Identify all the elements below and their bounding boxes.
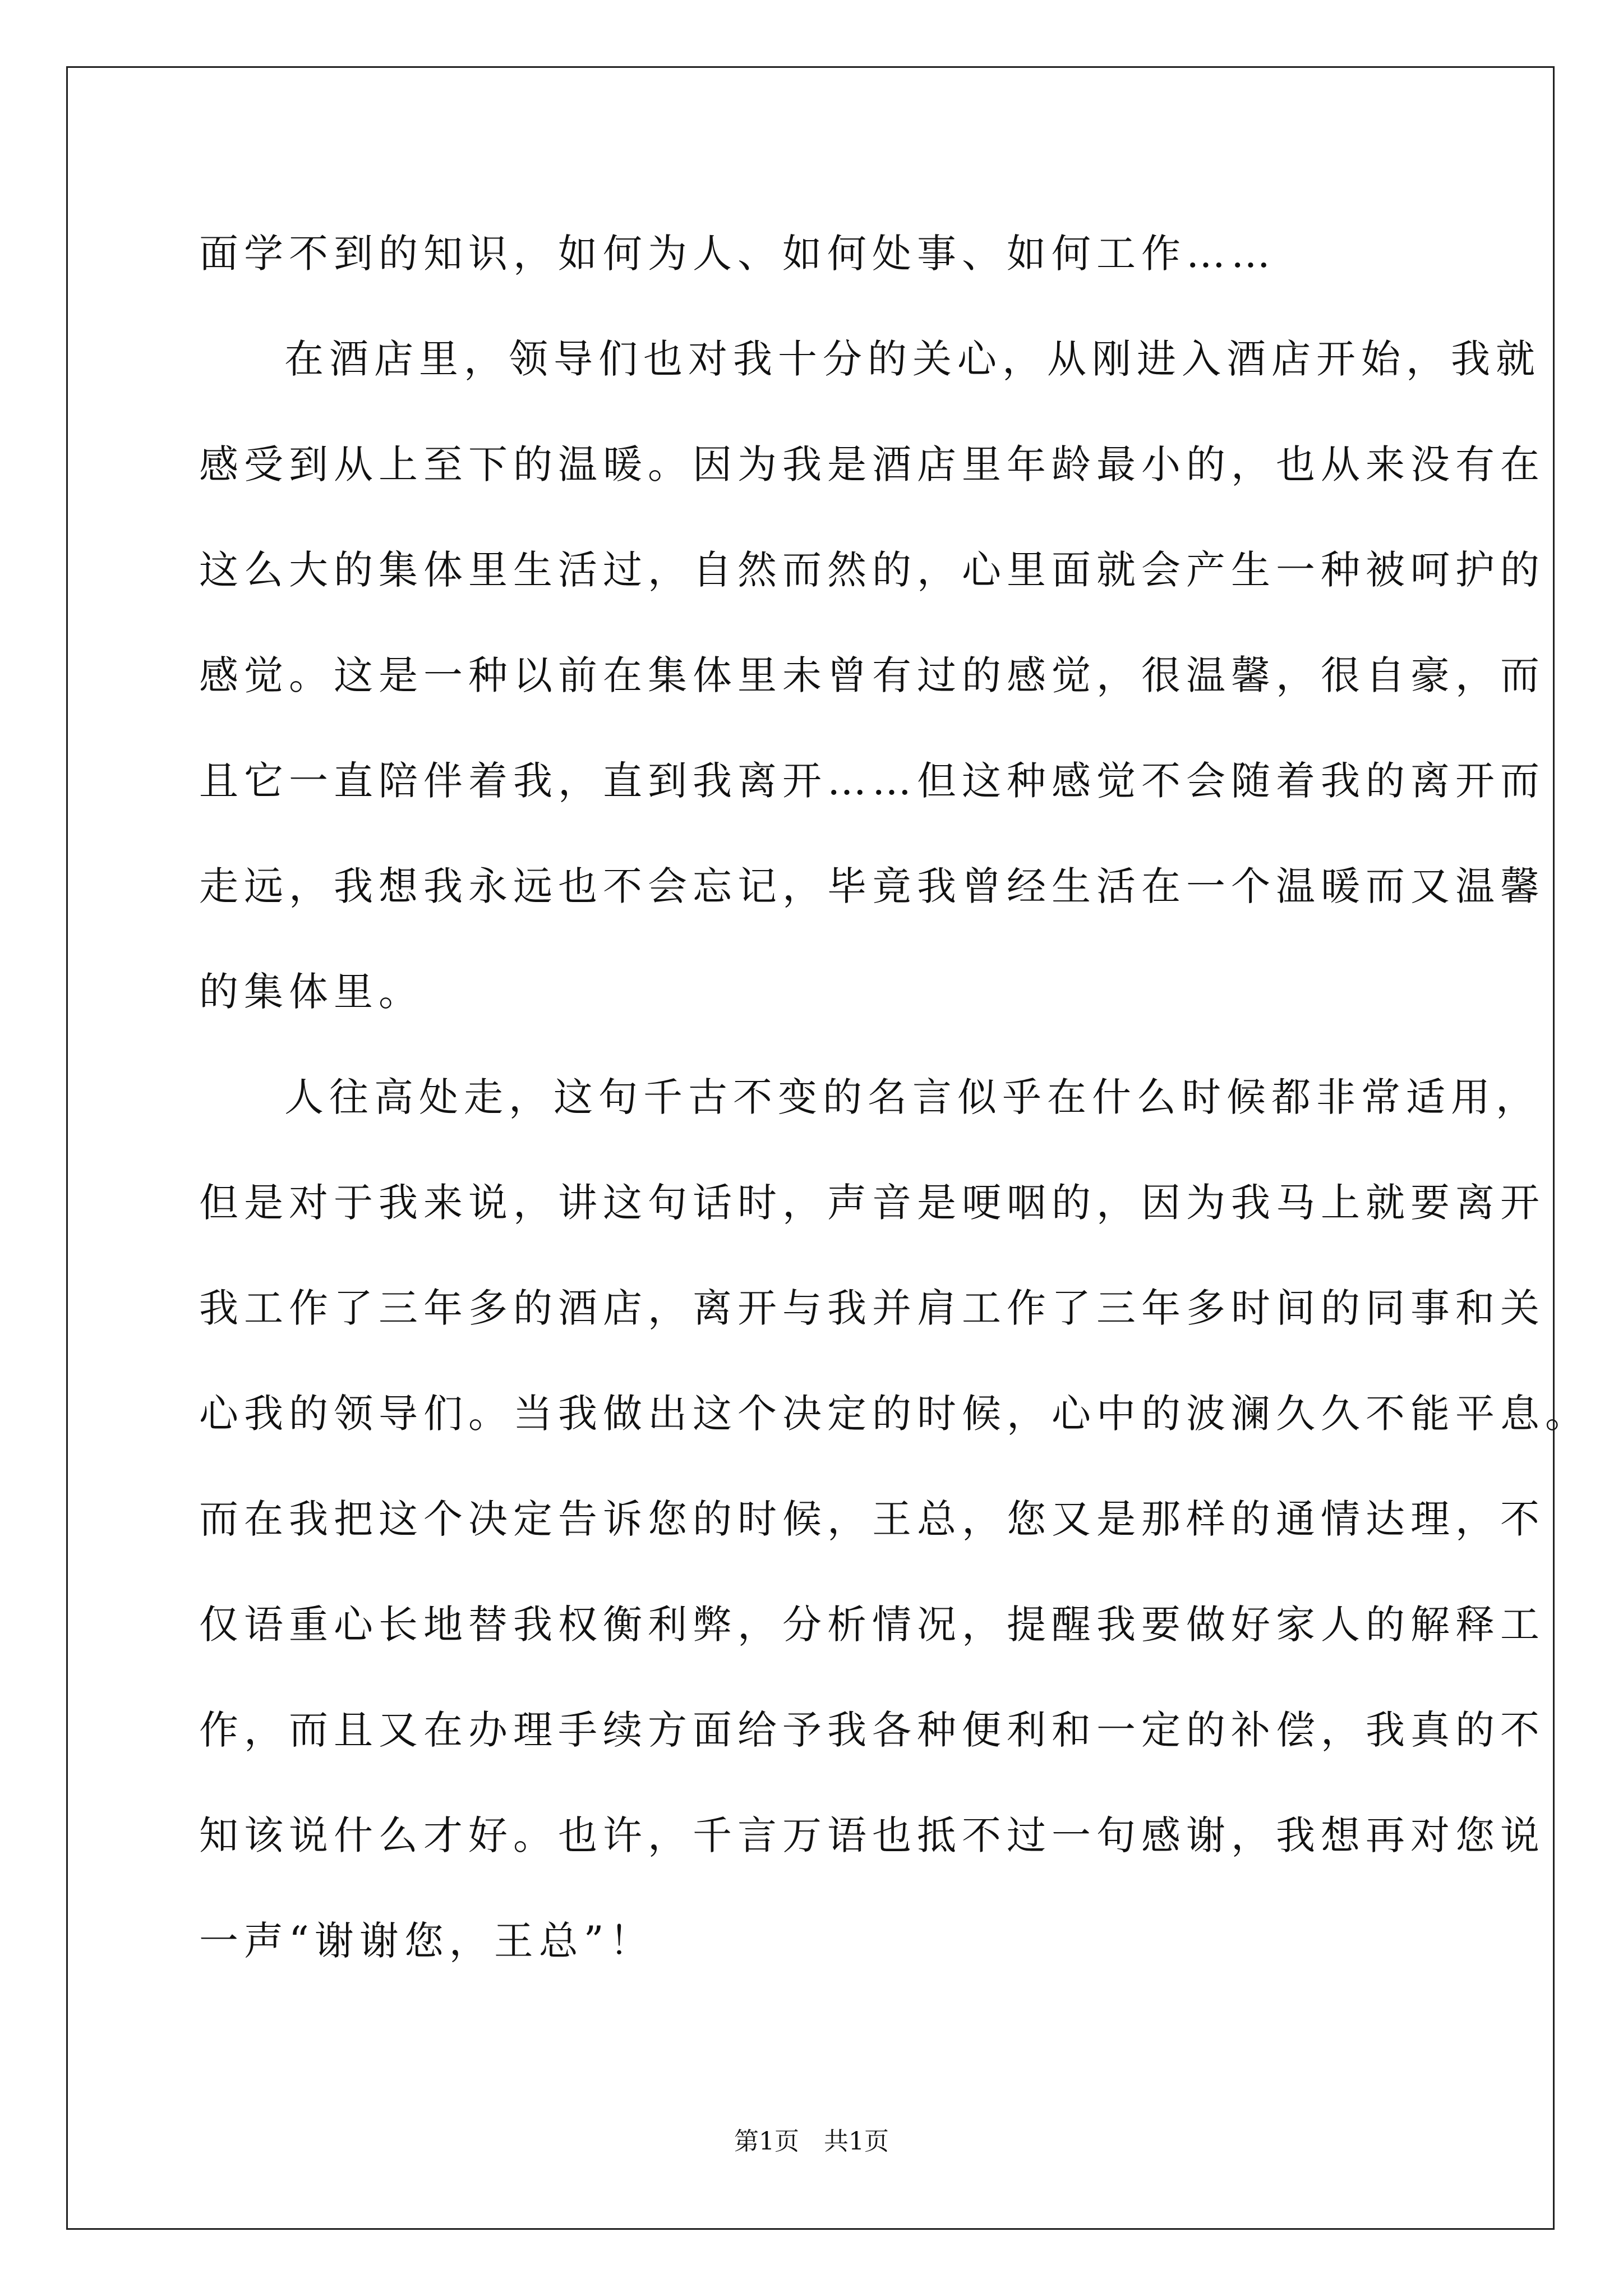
text-line-17: 一声“谢谢您，王总”！ <box>199 1918 654 1964</box>
text-line-16: 知该说什么才好。也许，千言万语也抵不过一句感谢，我想再对您说 <box>199 1812 1545 1858</box>
text-line-8: 的集体里。 <box>199 969 423 1015</box>
text-line-13: 而在我把这个决定告诉您的时候，王总，您又是那样的通情达理，不 <box>199 1496 1545 1542</box>
text-line-5: 感觉。这是一种以前在集体里未曾有过的感觉，很温馨，很自豪，而 <box>199 652 1545 698</box>
text-line-6: 且它一直陪伴着我，直到我离开……但这种感觉不会随着我的离开而 <box>199 758 1545 804</box>
text-line-4: 这么大的集体里生活过，自然而然的，心里面就会产生一种被呵护的 <box>199 547 1545 593</box>
page-number-footer: 第1页 共1页 <box>734 2127 889 2156</box>
text-line-7: 走远，我想我永远也不会忘记，毕竟我曾经生活在一个温暖而又温馨 <box>199 863 1545 909</box>
text-line-12: 心我的领导们。当我做出这个决定的时候，心中的波澜久久不能平息。 <box>199 1391 1590 1437</box>
text-line-15: 作，而且又在办理手续方面给予我各种便利和一定的补偿，我真的不 <box>199 1707 1545 1753</box>
text-line-11: 我工作了三年多的酒店，离开与我并肩工作了三年多时间的同事和关 <box>199 1285 1545 1331</box>
text-line-2: 在酒店里，领导们也对我十分的关心，从刚进入酒店开始，我就 <box>284 336 1541 382</box>
text-line-10: 但是对于我来说，讲这句话时，声音是哽咽的，因为我马上就要离开 <box>199 1180 1545 1226</box>
text-line-9: 人往高处走，这句千古不变的名言似乎在什么时候都非常适用， <box>284 1074 1541 1120</box>
document-body <box>199 220 1590 2013</box>
text-line-14: 仅语重心长地替我权衡利弊，分析情况，提醒我要做好家人的解释工 <box>199 1602 1545 1648</box>
text-line-3: 感受到从上至下的温暖。因为我是酒店里年龄最小的，也从来没有在 <box>199 441 1545 487</box>
text-line-1: 面学不到的知识，如何为人、如何处事、如何工作…… <box>199 231 1276 277</box>
